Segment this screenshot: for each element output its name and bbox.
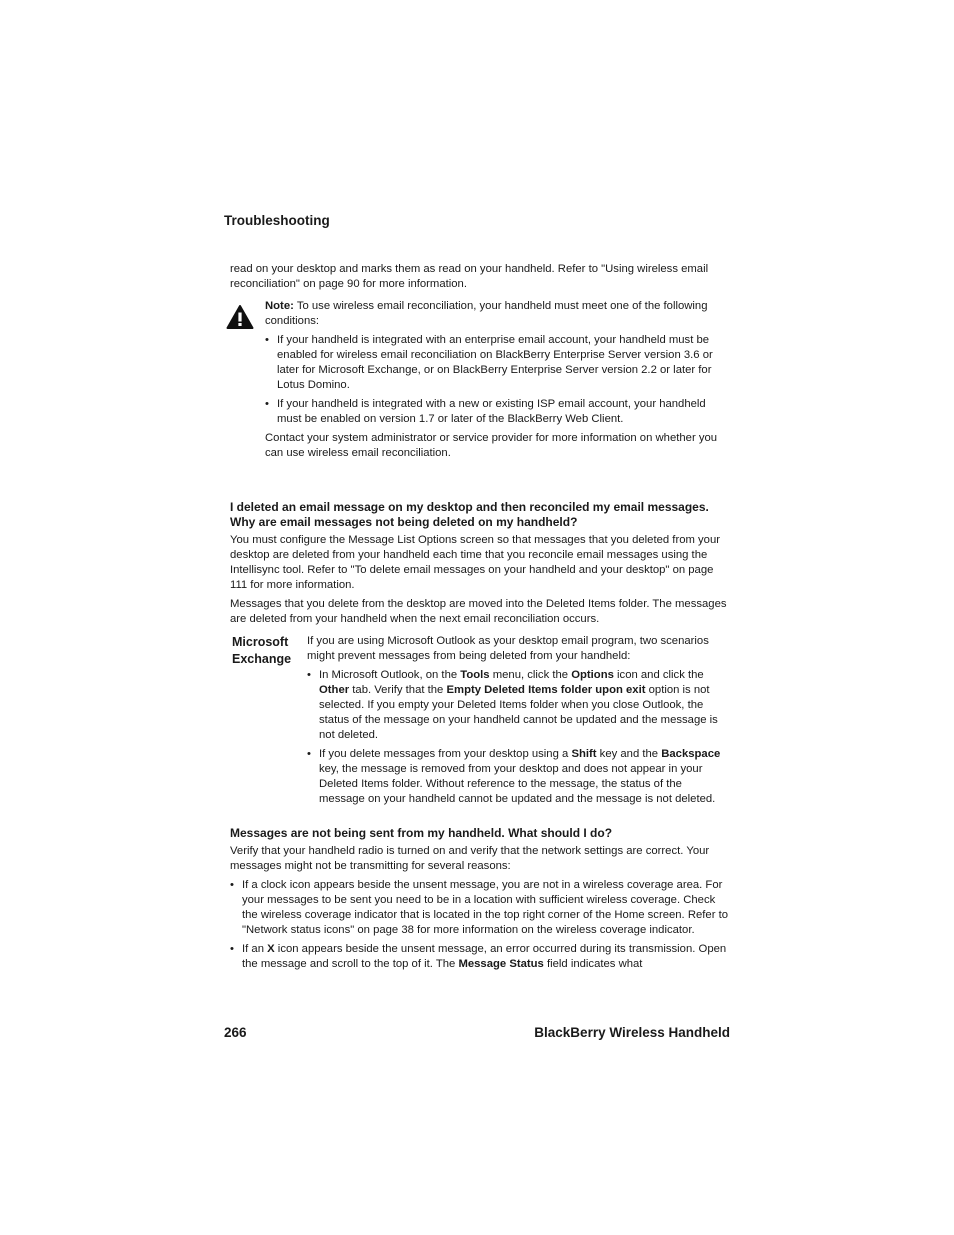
section-heading: I deleted an email message on my desktop and then reconciled my email messages. Why are email messages not being deleted on my handheld?	[230, 500, 709, 529]
running-header: Troubleshooting	[224, 213, 330, 228]
note-bullet-1: • If your handheld is integrated with an enterprise email account, your handheld must be enabled for wireless email reconciliation on BlackBerry Enterprise Server version 3.6 or later for Microsoft Exchange, or on BlackBerry Enterprise Server version 2.2 or later for Lotus Domino.	[265, 333, 730, 393]
page-number: 266	[224, 1025, 247, 1040]
warning-icon	[226, 304, 254, 330]
note-bullet-2: • If your handheld is integrated with a new or existing ISP email account, your handheld must be enabled on version 1.7 or later of the BlackBerry Web Client.	[265, 397, 730, 427]
side-label: Microsoft Exchange	[232, 635, 292, 666]
section-heading: Messages are not being sent from my handheld. What should I do?	[230, 826, 613, 840]
exchange-intro: If you are using Microsoft Outlook as your desktop email program, two scenarios might prevent messages from being deleted from your handheld:	[307, 635, 709, 662]
note-label: Note:	[265, 300, 294, 312]
section-messages-not-sent	[230, 826, 730, 972]
note-block	[265, 299, 730, 461]
note-text: Note: To use wireless email reconciliation, your handheld must meet one of the following conditions:	[265, 300, 708, 327]
note-closing: Contact your system administrator or service provider for more information on whether you can use wireless email reconciliation.	[265, 432, 718, 459]
section-bullet-1: • If a clock icon appears beside the unsent message, you are not in a wireless coverage area. For your messages to be sent you need to be in a location with sufficient wireless coverage. Check the wireless coverage indicator that is located in the top right corner of the Home screen. Refer to "Network status icons" on page 38 for more information on the wireless coverage indicator.	[230, 878, 730, 938]
intro-paragraph: read on your desktop and marks them as read on your handheld. Refer to "Using wireless email reconciliation" on page 90 for more information.	[230, 263, 709, 290]
section-paragraph: Messages that you delete from the desktop are moved into the Deleted Items folder. The messages are deleted from your handheld when the next email reconciliation occurs.	[230, 598, 727, 625]
section-paragraph: You must configure the Message List Options screen so that messages that you deleted from your desktop are deleted from your handheld each time that you reconcile email messages using the Intellisync tool. Refer to "To delete email messages on your handheld and your desktop" on page 111 for more information.	[230, 534, 721, 591]
book-title: BlackBerry Wireless Handheld	[534, 1025, 730, 1040]
exchange-block	[307, 634, 730, 807]
exchange-bullet-2: • If you delete messages from your desktop using a Shift key and the Backspace key, the message is removed from your desktop and does not appear in your Deleted Items folder. Without reference to the message, the status of the message on your handheld cannot be updated and the message is not deleted.	[307, 747, 730, 807]
section-bullet-2: • If an X icon appears beside the unsent message, an error occurred during its transmission. Open the message and scroll to the top of it. The Message Status field indicates what	[230, 942, 730, 972]
exchange-bullet-1: • In Microsoft Outlook, on the Tools menu, click the Options icon and click the Other tab. Verify that the Empty Deleted Items folder upon exit option is not selected. If you empty your Deleted Items folder when you close Outlook, the status of the message on your handheld cannot be updated and the message is not deleted.	[307, 668, 730, 743]
section-deleted-messages	[230, 500, 730, 627]
section-paragraph: Verify that your handheld radio is turned on and verify that the network settings are correct. Your messages might not be transmitting for several reasons:	[230, 845, 710, 872]
